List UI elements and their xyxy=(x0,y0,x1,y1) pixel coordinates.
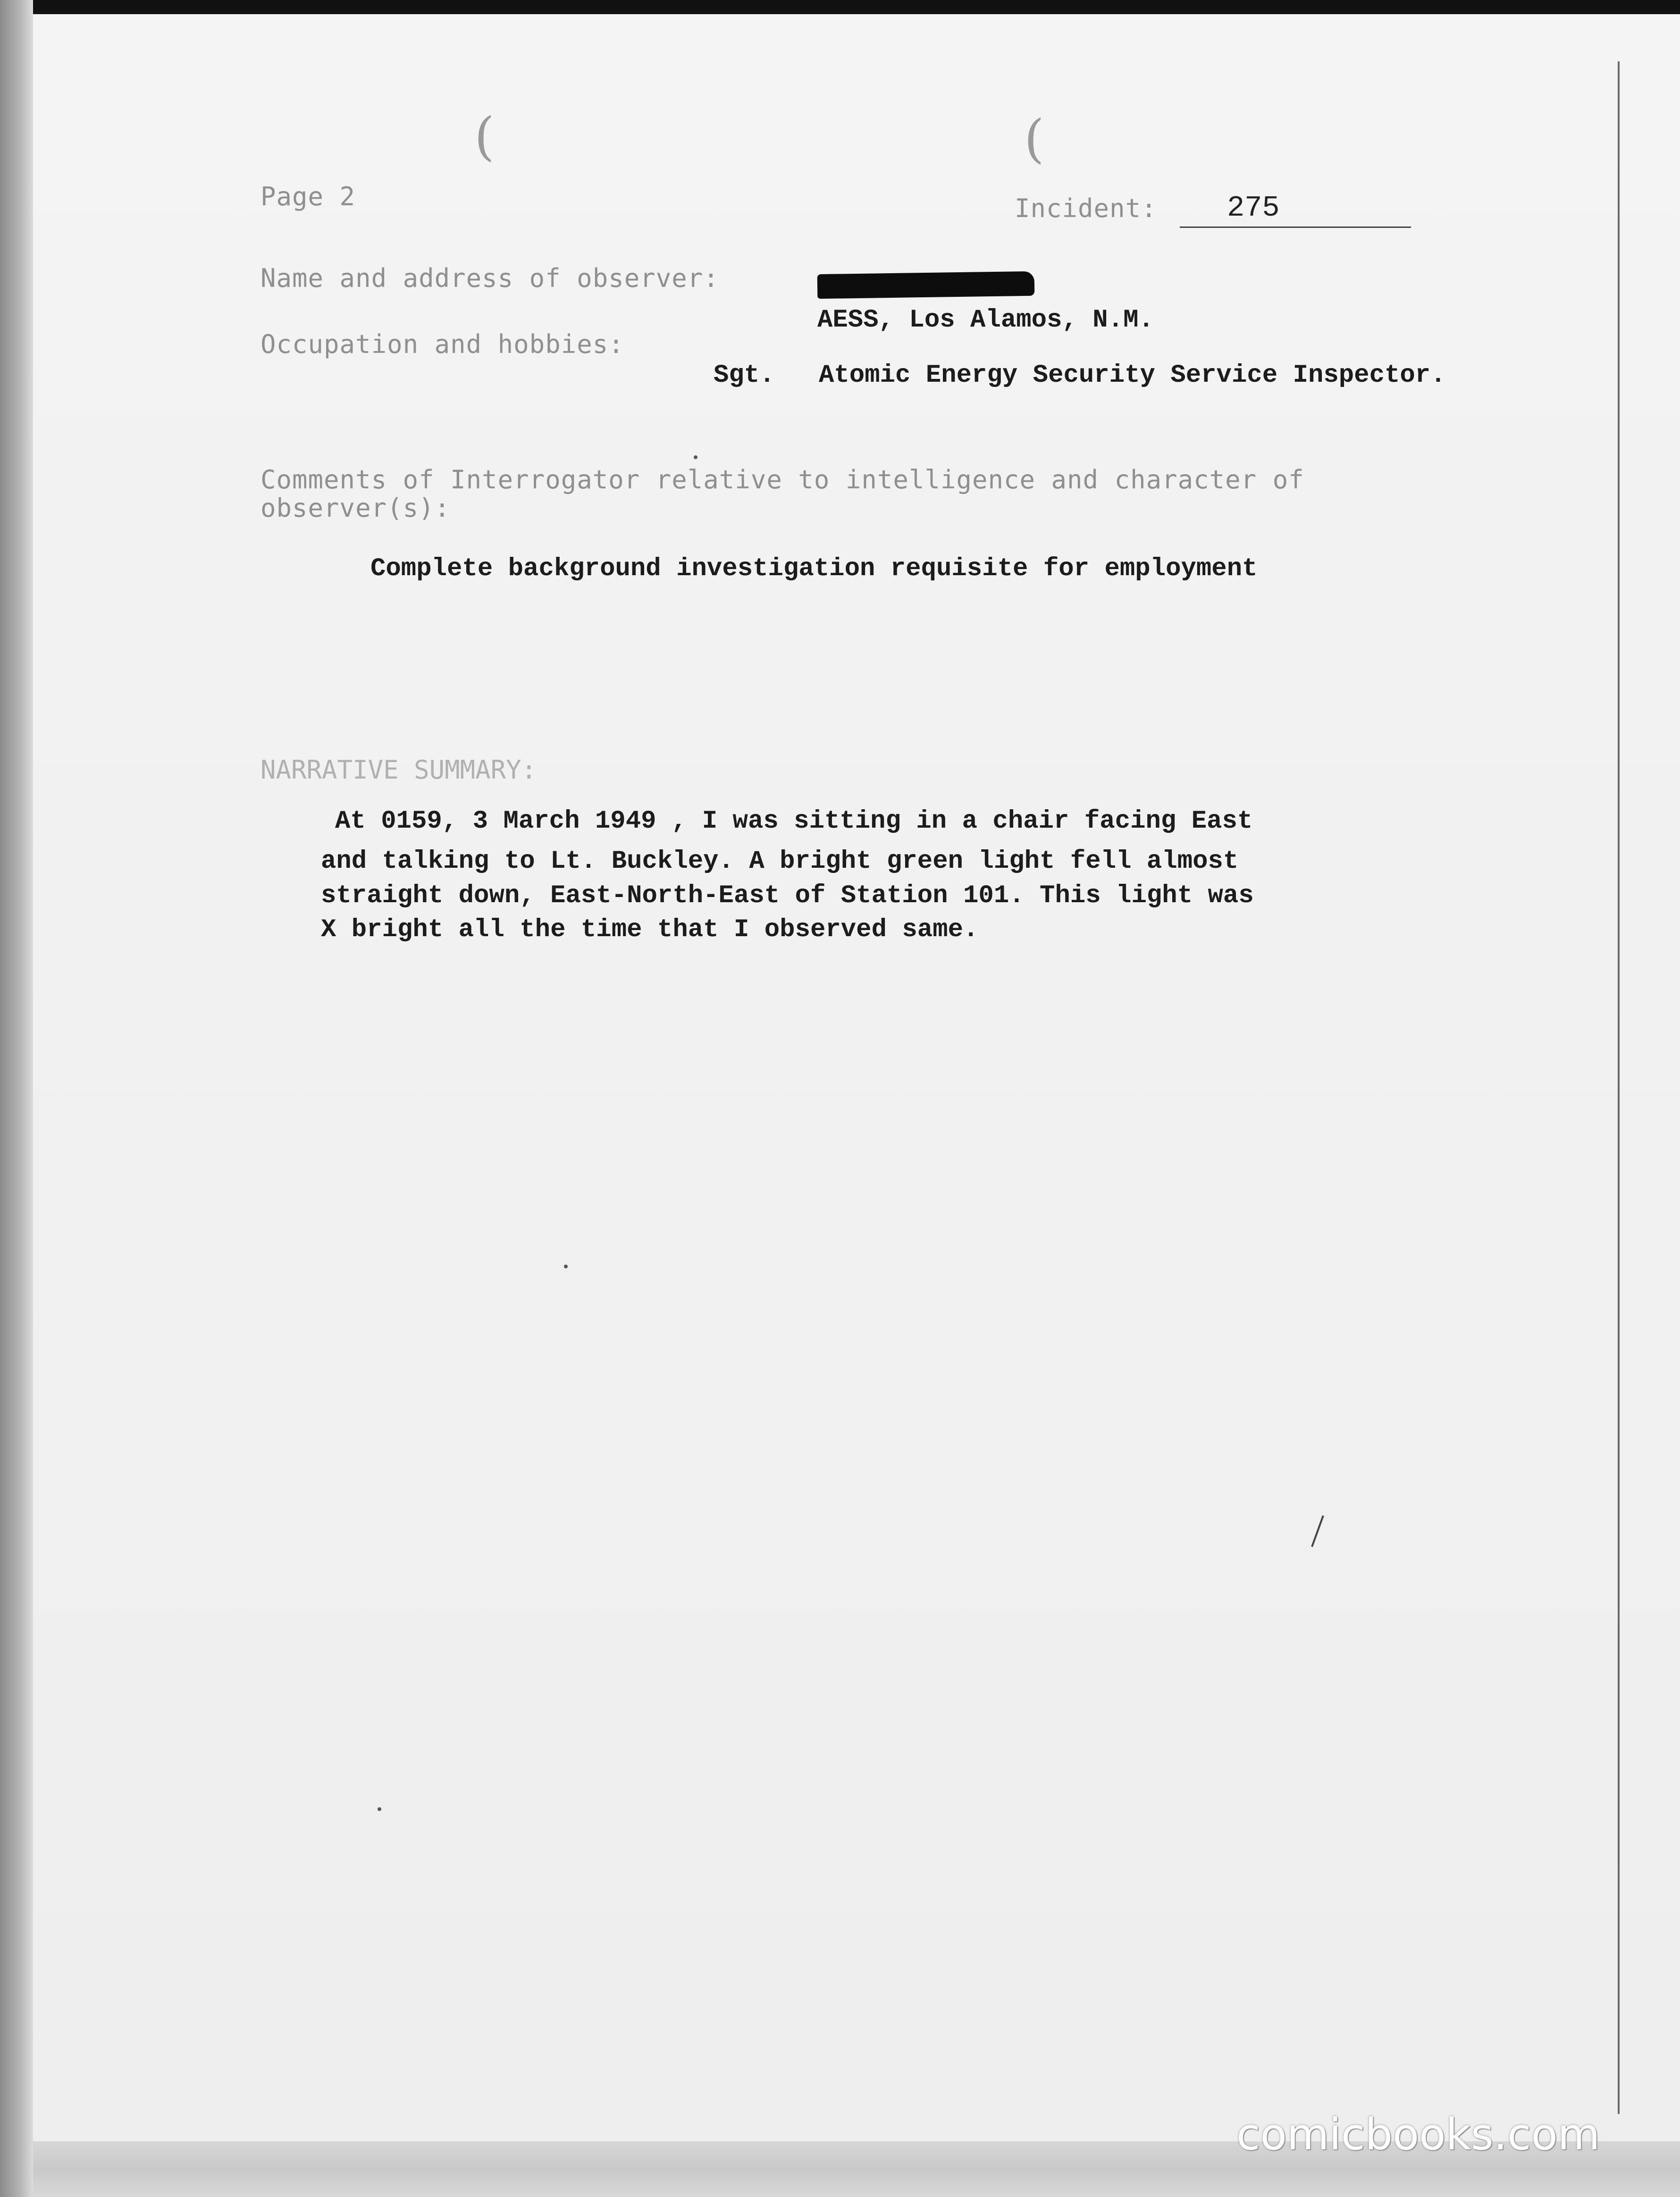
ink-speck xyxy=(694,455,697,459)
ink-speck xyxy=(378,1807,381,1811)
pencil-mark xyxy=(1311,1515,1324,1547)
punch-mark-right: ( xyxy=(1024,109,1044,169)
scan-top-edge xyxy=(0,0,1680,14)
incident-underline xyxy=(1180,226,1411,228)
ink-speck xyxy=(564,1265,568,1268)
observer-occupation: Atomic Energy Security Service Inspector. xyxy=(819,361,1446,390)
narrative-line: straight down, East-North-East of Station 101. This light was xyxy=(321,881,1254,910)
watermark-text: comicbooks.com xyxy=(1236,2109,1600,2160)
observer-rank: Sgt. xyxy=(714,361,775,390)
observer-address: AESS, Los Alamos, N.M. xyxy=(817,306,1154,335)
narrative-line: X bright all the time that I observed same. xyxy=(321,915,979,944)
redacted-name xyxy=(817,271,1035,299)
incident-number: 275 xyxy=(1227,191,1280,225)
narrative-line: At 0159, 3 March 1949 , I was sitting in a chair facing East xyxy=(335,807,1253,836)
scan-left-edge xyxy=(0,0,33,2197)
narrative-line: and talking to Lt. Buckley. A bright green light fell almost xyxy=(321,847,1239,876)
occupation-label: Occupation and hobbies: xyxy=(260,329,624,359)
punch-mark-left: ( xyxy=(474,106,495,167)
observer-name-label: Name and address of observer: xyxy=(260,263,719,293)
comments-label-line1: Comments of Interrogator relative to intelligence and character of xyxy=(260,465,1304,495)
page-right-edge xyxy=(1618,61,1620,2114)
comments-label-line2: observer(s): xyxy=(260,493,451,523)
page-label: Page 2 xyxy=(260,182,356,211)
comments-text: Complete background investigation requisite for employment xyxy=(370,554,1258,583)
narrative-heading: NARRATIVE SUMMARY: xyxy=(260,755,537,785)
incident-label: Incident: xyxy=(1015,193,1157,223)
